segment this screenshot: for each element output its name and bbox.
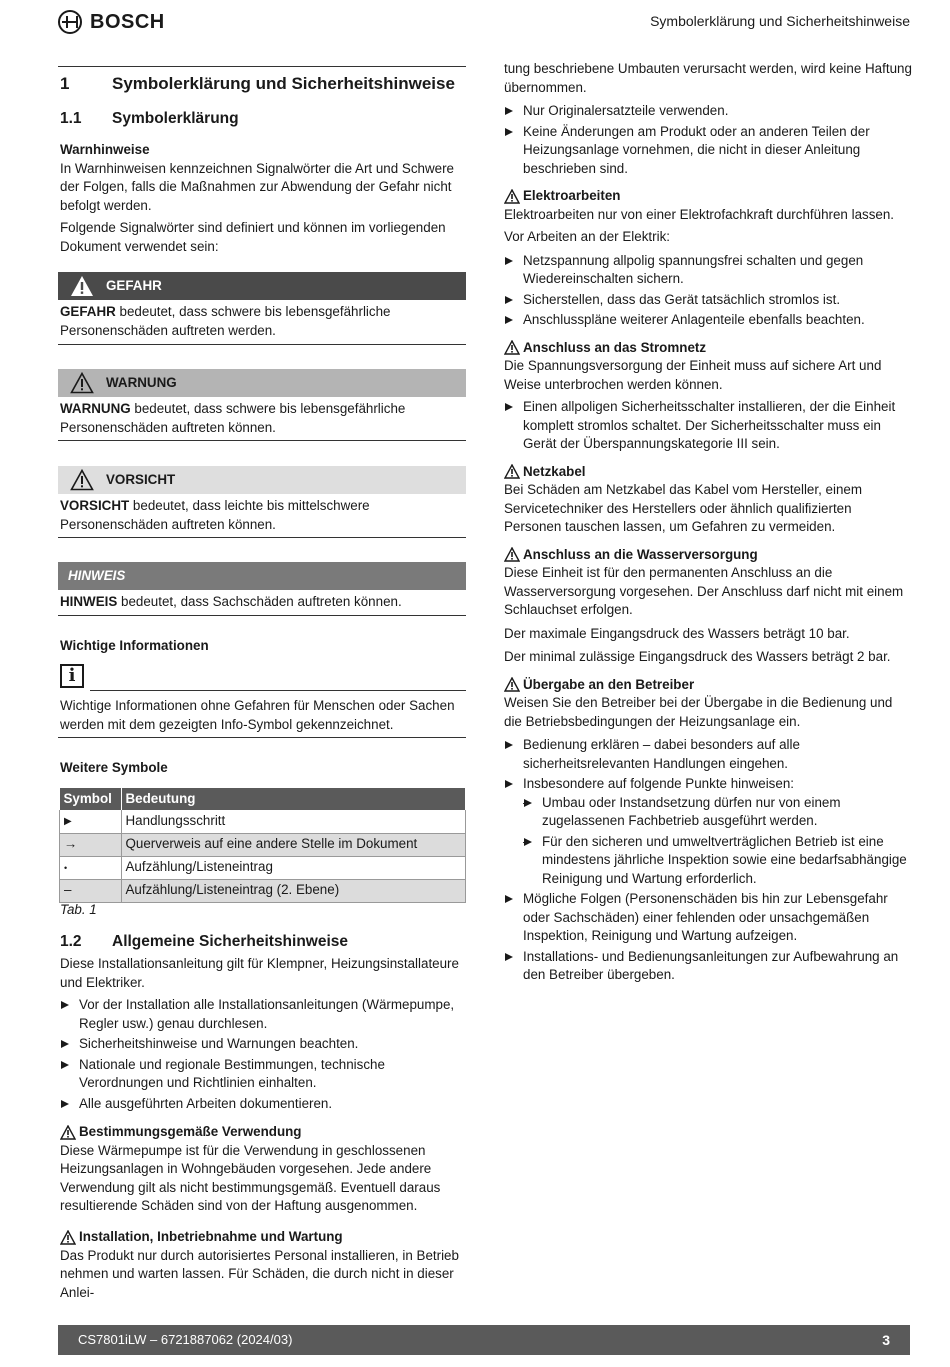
action-step-icon: ▶ [64,816,72,827]
right-column [504,60,912,987]
list-item-text: Insbesondere auf folgende Punkte hinweisen: [523,776,794,791]
brand-logo [58,10,165,34]
list-item: Installations- und Bedienungsanleitungen zur Aufbewahrung an den Betreiber übergeben. [504,948,912,985]
installation-text-continued: tung beschriebene Umbauten verursacht werden, wird keine Haftung übernommen. [504,61,912,95]
intended-use-title: Bestimmungsgemäße Verwendung [79,1124,302,1139]
water-connection-text: Diese Einheit ist für den permanenten Anschluss an die Wasserversorgung vorgesehen. Der Anschluss darf nicht mit einem Schlauchset erfolgen. [504,565,904,617]
installation-heading [60,1228,466,1247]
caution-description [60,497,466,534]
info-rule [90,690,466,691]
list-item: Mögliche Folgen (Personenschäden bis hin zur Lebensgefahr oder Sachschäden) einer fehlenden oder unsachgemäßen Inspektion, Reinigung und Wartung aufzeigen. [504,890,912,946]
section-title: Symbolerklärung [112,110,239,127]
handover-list [504,736,912,985]
water-min-pressure: Der minimal zulässige Eingangsdruck des Wassers beträgt 2 bar. [504,649,891,664]
section-1-2-body [60,955,466,1115]
water-connection-title: Anschluss an die Wasserversorgung [523,546,758,562]
electrical-text: Elektroarbeiten nur von einer Elektrofachkraft durchführen lassen. [504,206,895,222]
caution-label: VORSICHT [106,471,176,487]
danger-description [60,303,466,340]
list-item: Alle ausgeführten Arbeiten dokumentieren. [60,1095,466,1114]
caution-text: bedeutet, dass leichte bis mittelschwere Personenschäden auftreten können. [60,498,370,532]
handover-heading [504,676,912,695]
list-item: Netzspannung allpolig spannungsfrei schalten und gegen Wiedereinschalten sichern. [504,252,912,289]
notice-bar [58,562,466,590]
warnhinweise-text-2: Folgende Signalwörter sind definiert und können im vorliegenden Dokument verwendet sein: [60,220,446,254]
dash-icon: – [64,882,72,898]
table-cell-meaning: Querverweis auf eine andere Stelle im Dokument [121,833,466,856]
intended-use-text: Diese Wärmepumpe ist für die Verwendung in geschlossenen Heizungsanlagen in Wohngebäuden vorgesehen. Jede andere Verwendung gilt als nicht bestimmungsgemäß. Eventuell daraus resultierende Schäden sind von der Haftung ausgenommen. [60,1142,441,1213]
power-connection-list [504,398,912,454]
table-cell-meaning: Aufzählung/Listeneintrag [121,856,466,879]
list-item: Anschlusspläne weiterer Anlagenteile ebenfalls beachten. [504,311,912,330]
running-head: Symbolerklärung und Sicherheitshinweise [650,13,910,29]
handover-sublist [523,794,912,889]
danger-bar [58,272,466,300]
notice-text: bedeutet, dass Sachschäden auftreten können. [117,594,402,609]
warnhinweise-block [60,141,468,256]
list-item: Nationale und regionale Bestimmungen, technische Verordnungen und Richtlinien einhalten. [60,1056,466,1093]
table-header: Bedeutung [121,788,466,810]
installation-title: Installation, Inbetriebnahme und Wartung [79,1229,343,1244]
warning-triangle-icon [504,464,520,479]
page-footer [58,1325,910,1355]
section-number: 1 [60,74,70,93]
divider [58,537,466,538]
water-connection-heading [504,546,912,565]
power-cable-heading [504,463,912,482]
table-cell-symbol [60,856,122,879]
handover-title: Übergabe an den Betreiber [523,676,695,692]
symbols-table [59,788,466,903]
table-cell-symbol [60,833,122,856]
table-cell-meaning: Handlungsschritt [121,810,466,833]
table-header-row [60,788,466,810]
more-symbols-title: Weitere Symbole [60,760,168,775]
warning-description [60,400,466,437]
section-rule [58,66,466,67]
notice-term: HINWEIS [60,594,118,609]
warning-term: WARNUNG [60,401,131,416]
caution-bar [58,466,466,494]
section-number: 1.1 [60,110,82,127]
info-icon: i [60,664,84,688]
safety-steps-list [60,996,466,1113]
table-row [60,833,466,856]
table-row [60,879,466,902]
list-item: Nur Originalersatzteile verwenden. [504,102,912,121]
info-text: Wichtige Informationen ohne Gefahren für Menschen oder Sachen werden mit dem gezeigten Info-Symbol gekennzeichnet. [60,698,455,732]
warnhinweise-text: In Warnhinweisen kennzeichnen Signalwörter die Art und Schwere der Folgen, falls die Maßnahmen zur Abwendung der Gefahr nicht befolgt werden. [60,160,455,213]
intended-use-heading [60,1123,466,1142]
sub-list-text: Für den sicheren und umweltverträglichen Betrieb ist eine mindestens jährliche Inspektion sowie eine bedarfsabhängige Reinigung und Wartung erforderlich. [542,833,907,886]
sub-list-item [523,794,912,831]
list-item: Vor der Installation alle Installationsanleitungen (Wärmepumpe, Regler usw.) genau durchlesen. [60,996,466,1033]
warning-triangle-icon [504,189,520,204]
danger-text: bedeutet, dass schwere bis lebensgefährliche Personenschäden auftreten werden. [60,304,391,338]
electrical-title: Elektroarbeiten [523,188,621,203]
list-item: Einen allpoligen Sicherheitsschalter installieren, der die Einheit komplett stromlos schaltet. Der Sicherheitsschalter muss ein Gerät der Überspannungskategorie III sein. [504,398,912,454]
danger-term: GEFAHR [60,304,116,319]
section-1-2-intro: Diese Installationsanleitung gilt für Klempner, Heizungsinstallateure und Elektriker. [60,956,459,990]
divider [58,737,466,738]
electrical-list [504,252,912,330]
info-title: Wichtige Informationen [60,638,209,653]
warning-bar [58,369,466,397]
danger-label: GEFAHR [106,277,162,293]
power-cable-title: Netzkabel [523,463,586,479]
warning-triangle-icon [60,1125,76,1140]
cross-reference-arrow-icon: → [64,836,78,852]
table-cell-symbol [60,810,122,833]
notice-label: HINWEIS [68,567,126,583]
caution-term: VORSICHT [60,498,130,513]
section-title: Symbolerklärung und Sicherheitshinweise [112,74,455,93]
table-cell-meaning: Aufzählung/Listeneintrag (2. Ebene) [121,879,466,902]
bullet-icon: • [64,862,68,873]
divider [58,344,466,345]
warning-triangle-icon [58,372,106,394]
notice-description [60,593,466,612]
sub-list-item [523,833,912,889]
electrical-text-2: Vor Arbeiten an der Elektrik: [504,229,670,244]
water-max-pressure: Der maximale Eingangsdruck des Wassers beträgt 10 bar. [504,625,850,641]
caution-triangle-icon [58,469,106,491]
table-row [60,856,466,879]
danger-warning-icon [58,275,106,297]
warning-triangle-icon [504,677,520,692]
handover-text: Weisen Sie den Betreiber bei der Übergabe in die Bedienung und die Betriebsbedingungen der Heizungsanlage ein. [504,695,893,729]
warning-triangle-icon [504,547,520,562]
electrical-heading [504,187,912,206]
list-item: Sicherheitshinweise und Warnungen beachten. [60,1035,466,1054]
warning-label: WARNUNG [106,374,177,390]
warnhinweise-title: Warnhinweise [60,142,150,157]
warning-triangle-icon [504,340,520,355]
installation-list [504,102,912,178]
section-1-2-heading [60,933,348,952]
table-caption: Tab. 1 [60,902,97,917]
section-1-1-heading [60,110,239,129]
warning-triangle-icon [60,1230,76,1245]
document-number: CS7801iLW – 6721887062 (2024/03) [78,1331,293,1347]
power-connection-text: Die Spannungsversorgung der Einheit muss auf sichere Art und Weise unterbrochen werden können. [504,358,882,392]
list-item: Bedienung erklären – dabei besonders auf alle sicherheitsrelevanten Handlungen eingehen. [504,736,912,773]
list-item: Sicherstellen, dass das Gerät tatsächlich stromlos ist. [504,291,912,310]
section-1-heading [60,75,455,94]
power-cable-text: Bei Schäden am Netzkabel das Kabel vom Hersteller, einem Servicetechniker des Herstellers oder ähnlich qualifizierten Personen tauschen lassen, um Gefahren zu vermeiden. [504,482,863,534]
brand-name: BOSCH [90,10,165,33]
bosch-armature-icon [58,10,82,34]
intended-use-block [60,1123,466,1216]
symbols-table-wrap [59,788,466,903]
dash-icon: – [523,794,531,810]
section-number: 1.2 [60,933,82,950]
warning-text: bedeutet, dass schwere bis lebensgefährliche Personenschäden auftreten können. [60,401,406,435]
installation-text: Das Produkt nur durch autorisiertes Personal installieren, in Betrieb nehmen und warten lassen. Für Schäden, die durch nicht in dieser Anlei- [60,1247,459,1300]
power-connection-heading [504,339,912,358]
list-item [504,775,912,888]
table-cell-symbol [60,879,122,902]
list-item: Keine Änderungen am Produkt oder an anderen Teilen der Heizungsanlage vornehmen, die nicht in dieser Anleitung beschrieben sind. [504,123,912,179]
page-number: 3 [882,1331,890,1348]
dash-icon: – [523,833,531,849]
installation-block [60,1228,466,1302]
sub-list-text: Umbau oder Instandsetzung dürfen nur von einem zugelassenen Fachbetrieb ausgeführt werden. [542,794,841,828]
table-header: Symbol [60,788,122,810]
divider [58,615,466,616]
divider [58,440,466,441]
section-title: Allgemeine Sicherheitshinweise [112,933,349,950]
power-connection-title: Anschluss an das Stromnetz [523,339,707,355]
table-row [60,810,466,833]
